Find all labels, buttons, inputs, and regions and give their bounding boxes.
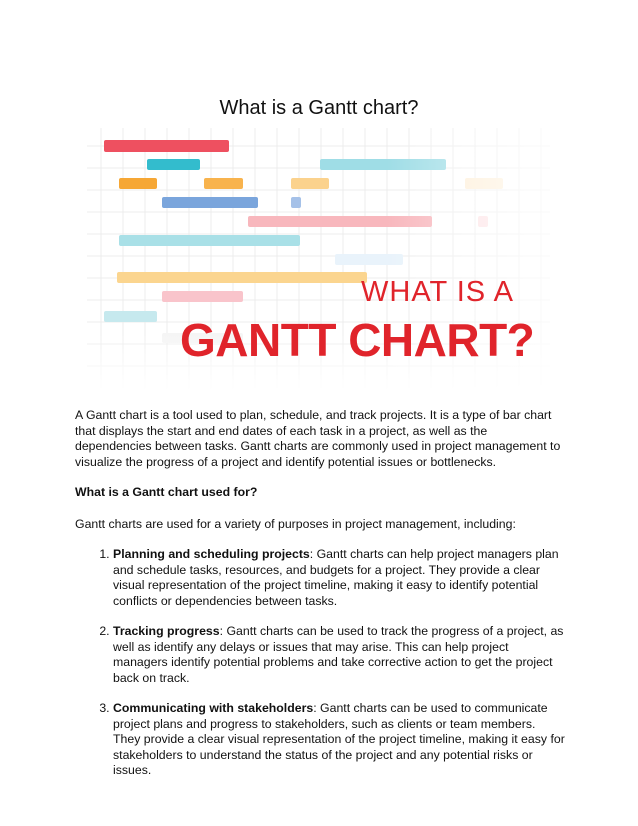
- gantt-bar: [162, 291, 243, 302]
- article-body: [75, 408, 565, 794]
- list-item: [113, 624, 565, 686]
- gantt-bar: [104, 140, 229, 152]
- hero-headline-line1: WHAT IS A: [361, 276, 514, 308]
- gantt-bar: [104, 311, 157, 322]
- uses-list: [75, 547, 565, 779]
- hero-gantt-illustration: [87, 128, 550, 390]
- gantt-bar: [117, 272, 367, 283]
- lead-paragraph: Gantt charts are used for a variety of purposes in project management, including:: [75, 516, 516, 531]
- gantt-bar: [162, 197, 258, 208]
- gantt-bar: [119, 178, 157, 189]
- gantt-bar: [291, 178, 329, 189]
- list-item: [113, 701, 565, 779]
- hero-headline-line2: GANTT CHART?: [180, 314, 535, 366]
- gantt-bar: [119, 235, 300, 246]
- page-title: What is a Gantt chart?: [219, 97, 419, 119]
- list-item-term: Planning and scheduling projects: [113, 547, 310, 561]
- gantt-bar: [204, 178, 243, 189]
- list-item-term: Tracking progress: [113, 624, 220, 638]
- list-item-text: : Gantt charts can be used to track the progress of a project, as well as identify any delays or issues that may arise. This can help project managers identify potential problems and take corrective action to get the project back on track.: [113, 624, 564, 685]
- gantt-bar: [147, 159, 200, 170]
- list-item: [113, 547, 565, 609]
- intro-paragraph: A Gantt chart is a tool used to plan, schedule, and track projects. It is a type of bar chart that displays the start and end dates of each task in a project, as well as the dependencies between tasks. Gantt charts are commonly used in project management to visualize the progress of a project and identify potential issues or bottlenecks.: [75, 408, 561, 469]
- section-heading: What is a Gantt chart used for?: [75, 485, 258, 499]
- list-item-term: Communicating with stakeholders: [113, 701, 314, 715]
- list-item-text: : Gantt charts can help project managers plan and schedule tasks, resources, and budgets for a project. They provide a clear visual representation of the project timeline, making it easy to identify potential conflicts or dependencies between tasks.: [113, 547, 559, 608]
- gantt-bar: [291, 197, 301, 208]
- list-item-text: : Gantt charts can be used to communicate project plans and progress to stakeholders, such as clients or team members. They provide a clear visual representation of the project timeline, making it easy for stakeholders to understand the status of the project and any potential risks or issues.: [113, 701, 565, 777]
